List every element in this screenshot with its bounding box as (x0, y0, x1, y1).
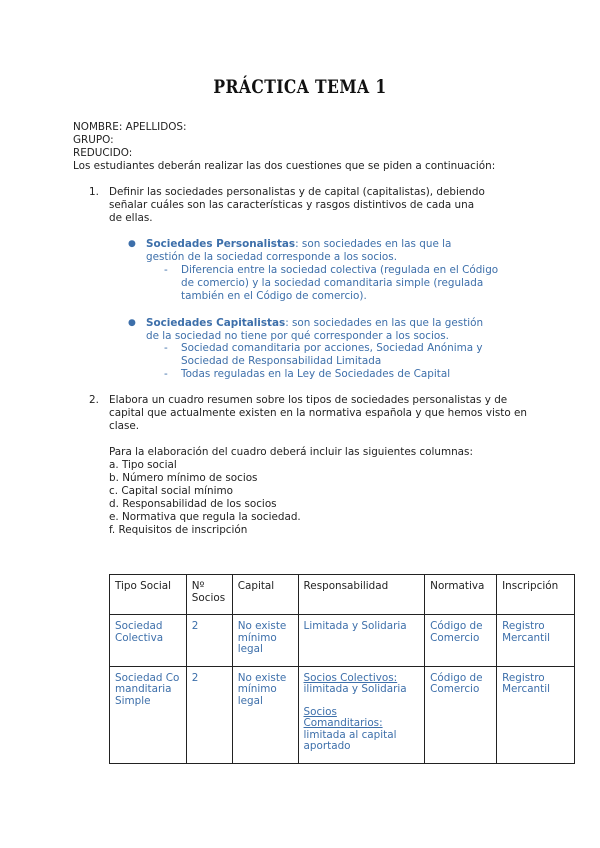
cell-capital: No existe mínimo legal (232, 615, 298, 667)
header-capital: Capital (232, 575, 298, 615)
table-row (110, 615, 575, 667)
columns-list (109, 446, 529, 537)
sub-item-text: Sociedad comanditaria por acciones, Sociedad Anónima y Sociedad de Responsabilidad Limitada (181, 342, 483, 367)
column-item: d. Responsabilidad de los socios (109, 498, 277, 510)
sub-item-text: Diferencia entre la sociedad colectiva (regulada en el Código de comercio) y la sociedad comanditaria simple (regulada también en el Código de comercio). (181, 264, 499, 302)
page-title: PRÁCTICA TEMA 1 (213, 76, 387, 98)
cell-responsabilidad (298, 666, 425, 763)
bullet-dot-icon: ● (128, 239, 136, 249)
resp-colectivos-label: Socios Colectivos: (303, 671, 398, 684)
cell-socios: 2 (186, 615, 232, 667)
header-inscripcion: Inscripción (497, 575, 575, 615)
cell-inscripcion: Registro Mercantil (497, 666, 575, 763)
bullet-capitalistas-text (146, 317, 486, 343)
header-socios: Nº Socios (186, 575, 232, 615)
cell-socios: 2 (186, 666, 232, 763)
resp-comanditarios (304, 707, 420, 753)
bullet-personalistas-text (146, 238, 486, 264)
column-item: b. Número mínimo de socios (109, 472, 258, 484)
summary-table (109, 574, 575, 764)
cell-tipo: Sociedad Colectiva (110, 615, 187, 667)
dash-marker: - (164, 342, 168, 354)
sub-item-text: Todas reguladas en la Ley de Sociedades de Capital (181, 368, 451, 380)
nombre-line: NOMBRE: APELLIDOS: (73, 121, 187, 133)
dash-marker: - (164, 368, 168, 380)
grupo-line: GRUPO: (73, 134, 114, 146)
cell-normativa: Código de Comercio (425, 666, 497, 763)
bullet-personalistas-term: Sociedades Personalistas (146, 238, 296, 250)
column-item: c. Capital social mínimo (109, 485, 233, 497)
question-2-text: Elabora un cuadro resumen sobre los tipos de sociedades personalistas y de capital que actualmente existen en la normativa española y que hemos visto en clase. (109, 394, 528, 432)
resp-comanditarios-label: Socios Comanditarios: (303, 705, 383, 729)
reducido-line: REDUCIDO: (73, 147, 133, 159)
question-1-number: 1. (89, 186, 99, 198)
header-responsabilidad: Responsabilidad (298, 575, 425, 615)
table-header-row (110, 575, 575, 615)
cell-responsabilidad: Limitada y Solidaria (298, 615, 425, 667)
resp-colectivos-text: ilimitada y Solidaria (303, 683, 407, 695)
intro-line: Los estudiantes deberán realizar las dos cuestiones que se piden a continuación: (73, 160, 496, 172)
question-2-number: 2. (89, 394, 99, 406)
column-item: e. Normativa que regula la sociedad. (109, 511, 301, 523)
table-row (110, 666, 575, 763)
columns-intro: Para la elaboración del cuadro deberá incluir las siguientes columnas: (109, 446, 473, 458)
column-item: a. Tipo social (109, 459, 177, 471)
dash-marker: - (164, 264, 168, 276)
question-1-text: Definir las sociedades personalistas y de capital (capitalistas), debiendo señalar cuáles son las características y rasgos distintivos de cada una de ellas. (109, 186, 485, 224)
cell-capital: No existe mínimo legal (232, 666, 298, 763)
bullet-dot-icon: ● (128, 318, 136, 328)
header-tipo: Tipo Social (110, 575, 187, 615)
resp-comanditarios-text: limitada al capital aportado (303, 728, 397, 752)
student-header (73, 121, 553, 173)
cell-tipo: Sociedad Comanditaria Simple (110, 666, 187, 763)
header-normativa: Normativa (425, 575, 497, 615)
cell-normativa: Código de Comercio (425, 615, 497, 667)
column-item: f. Requisitos de inscripción (109, 524, 248, 536)
bullet-personalistas-desc: : son sociedades en las que la gestión de la sociedad corresponde a los socios. (146, 238, 452, 263)
resp-colectivos (304, 673, 420, 696)
cell-inscripcion: Registro Mercantil (497, 615, 575, 667)
bullet-capitalistas-desc: : son sociedades en las que la gestión de la sociedad no tiene por qué corresponder a los socios. (146, 317, 484, 342)
bullet-capitalistas-term: Sociedades Capitalistas (146, 317, 286, 329)
